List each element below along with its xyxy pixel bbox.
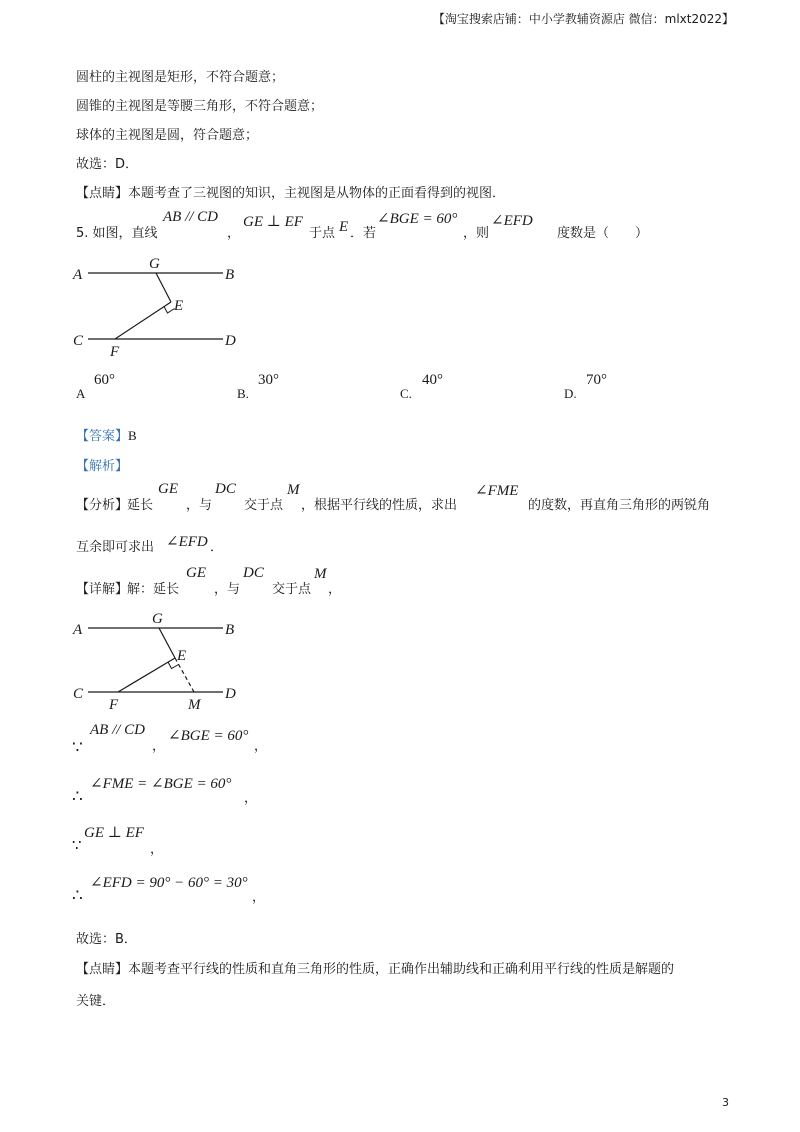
q5-then: ，则 [463,226,490,241]
q5-point-e: E [339,219,349,235]
step3-ge-perp-ef: GE ⊥ EF [84,825,144,841]
prev-line-cone: 圆锥的主视图是等腰三角形，不符合题意； [76,99,324,114]
answer-tag: 【答案】 [76,429,129,444]
fig1-label-a: A [73,267,83,283]
prev-line-choice: 故选：D． [76,157,139,172]
detail-m: M [314,566,327,582]
fig1-label-f: F [110,344,120,360]
answer-value: B [128,428,137,443]
q5-ab-parallel-cd: AB // CD [163,209,218,225]
page-number: 3 [722,1096,729,1109]
step2-angle-fme: ∠FME = ∠BGE = 60° [90,776,232,792]
detail-t1: 解：延长 [127,582,180,597]
step3-end: ， [150,842,164,857]
option-b-value: 30° [258,372,279,388]
fig2-label-f: F [109,697,119,713]
fenxi-t5: 的度数，再直角三角形的两锐角 [528,498,711,513]
fig2-label-d: D [225,686,236,702]
fig1-label-b: B [225,267,235,283]
q5-angle-efd: ∠EFD [491,213,533,229]
fig1-label-e: E [174,298,184,314]
figure-2-parallel-lines-extended [66,605,256,715]
fenxi-t2: ，与 [186,498,213,513]
q5-number: 5. 如图，直线 [76,226,158,241]
step4-angle-efd: ∠EFD = 90° − 60° = 30° [90,875,248,891]
fig2-label-e: E [177,648,187,664]
option-d-label: D. [564,386,577,401]
segment-ef [115,302,171,339]
header-shop-info: 【淘宝搜索店铺：中小学教辅资源店 微信：mlxt2022】 [432,12,734,26]
option-b-label: B. [237,386,249,401]
step1-angle-bge: ∠BGE = 60° [168,728,249,744]
q5-if: ．若 [350,226,377,241]
tip2-line2: 关键． [76,994,116,1009]
q5-angle-bge: ∠BGE = 60° [377,211,458,227]
fenxi-t3: 交于点 [244,498,284,513]
conclusion: 故选：B． [76,932,137,947]
detail-t3: 交于点 [272,582,312,597]
fenxi-angle-efd: ∠EFD [166,534,208,550]
fenxi-dc: DC [215,481,236,497]
fig1-label-g: G [149,256,160,272]
option-a-value: 60° [94,372,115,388]
prev-line-cylinder: 圆柱的主视图是矩形，不符合题意； [76,70,285,85]
option-c-value: 40° [422,372,443,388]
figure-1-parallel-lines [66,252,256,362]
step1-end: ， [254,739,268,754]
fenxi-tag: 【分析】 [76,498,129,513]
step3-because: ∵ [72,838,82,854]
fenxi-angle-fme: ∠FME [475,483,519,499]
step1-sep: ， [152,739,166,754]
right-angle-mark [164,307,175,314]
step2-end: ， [244,791,258,806]
fig2-label-b: B [225,622,235,638]
analysis-tag: 【解析】 [76,459,129,474]
detail-tag: 【详解】 [76,582,129,597]
step1-because: ∵ [72,738,83,757]
step1-ab-parallel-cd: AB // CD [90,722,145,738]
option-c-label: C. [400,386,412,401]
fig2-label-g: G [152,611,163,627]
tip2-line1: 【点睛】本题考查平行线的性质和直角三角形的性质，正确作出辅助线和正确利用平行线的性质是解题的 [76,962,675,977]
detail-t2: ，与 [214,582,241,597]
fig1-label-c: C [73,333,84,349]
fig1-label-d: D [225,333,236,349]
step4-end: ， [252,890,266,905]
fenxi-t6: 互余即可求出 [76,540,155,555]
segment-ge [156,273,171,302]
step2-therefore: ∴ [72,787,83,806]
detail-t4: ， [328,582,342,597]
detail-ge: GE [186,565,206,581]
step4-therefore: ∴ [72,886,83,905]
fenxi-t1: 延长 [127,498,154,513]
fig2-label-c: C [73,686,84,702]
detail-dc: DC [243,565,264,581]
prev-line-sphere: 球体的主视图是圆，符合题意； [76,128,259,143]
answer-line [76,425,137,444]
option-d-value: 70° [586,372,607,388]
option-a-label: A [76,386,86,401]
fenxi-ge: GE [158,481,178,497]
fig2-label-a: A [73,622,83,638]
fig2-label-m: M [188,697,201,713]
q5-at-point: 于点 [309,226,336,241]
q5-ge-perp-ef: GE ⊥ EF [243,214,303,230]
q5-comma: ， [227,226,241,241]
segment-ge [159,628,175,658]
segment-ef [118,658,175,692]
fenxi-m: M [287,482,300,498]
fenxi-t4: ，根据平行线的性质，求出 [301,498,458,513]
q5-degree-question: 度数是（ ） [557,226,649,241]
prev-tip: 【点睛】本题考查了三视图的知识，主视图是从物体的正面看得到的视图． [76,186,506,201]
fenxi-t7: ． [210,540,224,555]
